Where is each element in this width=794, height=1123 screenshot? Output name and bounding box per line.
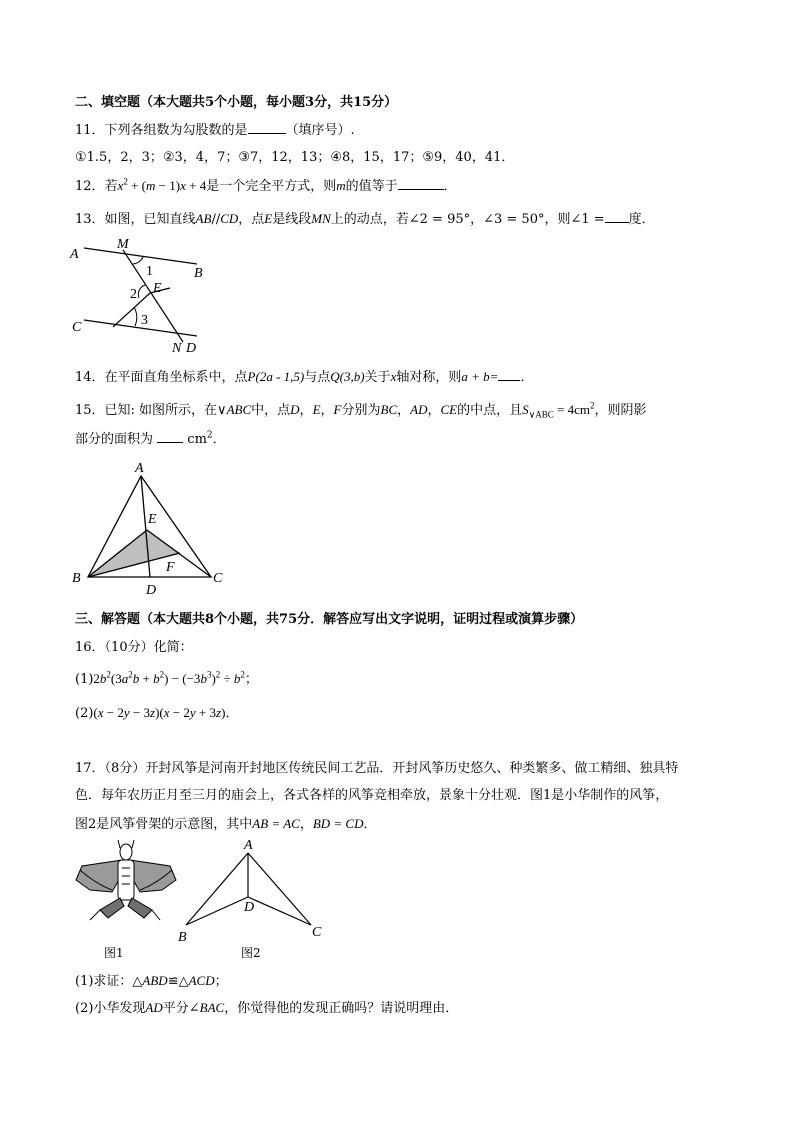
q17-line-1: 17．（8分）开封风筝是河南开封地区传统民间工艺品．开封风筝历史悠久、种类繁多、做工精细、独具特 [75, 761, 679, 776]
q11-options: ①1.5，2，3；②3，4，7；③7，12，13；④8，15，17；⑤9，40，41． [75, 150, 515, 165]
q12-mid: 是一个完全平方式，则 [206, 179, 337, 194]
label-d: D [244, 900, 255, 915]
q12-prefix: 12．若 [75, 179, 118, 194]
q14-x: x [390, 369, 397, 384]
q15-text-e: ，则阴影 [594, 403, 647, 418]
q15-text-d: 的中点，且 [457, 403, 523, 418]
label-m: M [117, 237, 129, 252]
q13-cd: CD [220, 211, 239, 226]
q15-abc: ABC [226, 402, 252, 417]
figure-1-caption: 图1 [104, 946, 124, 960]
q14-text-a: 14．在平面直角坐标系中，点 [75, 370, 248, 385]
label-b: B [72, 571, 81, 586]
q16-p2-expression: (x − 2y − 3z)(x − 2y + 3z) [93, 705, 226, 720]
q17-cond-1: AB = AC [252, 816, 300, 831]
q14-a-plus-b: a + b= [461, 369, 499, 384]
q15-d: D [290, 402, 300, 417]
q17-sep: ， [299, 817, 313, 832]
segment-ac [248, 853, 311, 925]
label-b: B [178, 930, 187, 945]
label-c: C [72, 320, 82, 335]
q17-sub1-d: ACD [188, 973, 215, 988]
q15-line-1: 15．已知: 如图所示，在∨ABC中，点D，E，F分别为BC，AD，CE的中点，且$S_{\vee ABC} = 4cm^2$，则阴影 [75, 400, 647, 420]
q17-sub2-d: BAC [199, 1000, 225, 1015]
q13-mn: MN [311, 211, 331, 226]
q15-ad: AD [410, 402, 428, 417]
q15-text-a: 15．已知: 如图所示，在∨ [75, 403, 227, 418]
q15-text-c: 分别为 [341, 403, 381, 418]
q15-ce: CE [440, 402, 458, 417]
label-n: N [172, 341, 182, 356]
q15-unit: cm [187, 432, 207, 447]
label-c: C [213, 571, 223, 586]
label-c: C [312, 925, 322, 940]
q11-suffix: （填序号）. [285, 123, 355, 138]
q13-text-b: ，点 [238, 212, 265, 227]
q15-s-sub: ∨ABC [528, 409, 554, 420]
q13-text-e: 度． [628, 212, 655, 227]
q17-sub1-a: (1)求证：△ [75, 974, 143, 989]
q16-part-2: (2)(x − 2y − 3z)(x − 2y + 3z)． [75, 705, 239, 721]
q17-sub2-c: 平分∠ [162, 1001, 200, 1016]
q16-head: 16．（10分）化简： [75, 640, 193, 655]
label-angle-3: 3 [141, 313, 148, 328]
label-d: D [186, 341, 197, 356]
q15-s-val: = 4cm [553, 402, 590, 417]
section-3-title: 三、解答题（本大题共8个小题，共75分．解答应写出文字说明，证明过程或演算步骤） [75, 612, 584, 627]
label-e: E [153, 281, 162, 296]
label-angle-2: 2 [130, 287, 137, 302]
q15-s: S [522, 402, 529, 417]
q15-bc: BC [380, 402, 398, 417]
q15-e: E [312, 402, 321, 417]
label-f: F [166, 560, 175, 575]
q12-suffix: 的值等于 [345, 179, 398, 194]
q17-text-a: 图2是风筝骨架的示意图，其中 [75, 817, 253, 832]
label-a: A [244, 838, 253, 853]
label-angle-1: 1 [146, 264, 153, 279]
q16-p1-expression: $2b^2(3a^2b + b^2) - (-3b^3)^2 \div b^2$ [93, 669, 245, 686]
q14-text-b: 与点 [304, 370, 331, 385]
q17-cond-2: BD = CD [312, 816, 364, 831]
segment-bd [186, 897, 248, 925]
q17-sub-2 [75, 999, 458, 1018]
label-b: B [194, 266, 203, 281]
q14-point-p: P(2a - 1,5) [247, 369, 305, 384]
q16-p2-label: (2) [75, 706, 94, 721]
q17-text-b: ． [363, 817, 377, 832]
q15-area: $S_{\vee ABC} = 4cm^2$ [522, 400, 595, 420]
q13-parallel: // [211, 212, 221, 227]
q11-text: 11．下列各组数为勾股数的是 [75, 123, 248, 138]
q15-f: F [333, 402, 342, 417]
segment-ab [186, 853, 248, 925]
q17-sub1-e: ； [214, 974, 228, 989]
q13-text-d: 上的动点，若∠2 = 95°，∠3 = 50°，则∠1 = [330, 212, 605, 227]
segment-cd [248, 897, 311, 925]
q13-text-c: 是线段 [272, 212, 312, 227]
label-a: A [70, 247, 79, 262]
q15-text-f: 部分的面积为 [75, 432, 154, 447]
q17-sub1-b: ABD [142, 973, 168, 988]
label-d: D [146, 583, 157, 598]
q15-line-2: 部分的面积为 $cm^2$． [75, 430, 226, 447]
q14-end: ． [520, 370, 534, 385]
figure-2-caption: 图2 [241, 946, 261, 960]
q17-sub2-a: (2)小华发现 [75, 1001, 146, 1016]
q14-point-q: Q(3,b) [330, 369, 365, 384]
q15-end: ． [212, 432, 226, 447]
q13-e: E [264, 211, 273, 226]
q13-ab: AB [195, 211, 212, 226]
q13-text-a: 13．如图，已知直线 [75, 212, 196, 227]
q17-sub2-b: AD [145, 1000, 163, 1015]
q17-sub1-c: ≌△ [167, 974, 189, 989]
q17-sub-1 [75, 972, 228, 991]
q15-text-b: 中，点 [251, 403, 291, 418]
section-2-title: 二、填空题（本大题共5个小题，每小题3分，共15分） [75, 95, 398, 110]
q12-var: m [336, 178, 346, 193]
label-a: A [135, 461, 144, 476]
q12-expression: $x^2 + (m - 1)x + 4$ [117, 176, 207, 193]
label-e: E [148, 512, 157, 527]
q12-end: ． [443, 179, 457, 194]
q14-text-d: 轴对称，则 [396, 370, 462, 385]
q16-p1-label: (1) [75, 672, 94, 687]
q14-text-c: 关于 [364, 370, 391, 385]
q17-line-2: 色．每年农历正月至三月的庙会上，各式各样的风筝竞相牵放，景象十分壮观．图1是小华制作的风筝， [75, 788, 669, 803]
q17-sub2-e: ，你觉得他的发现正确吗？请说明理由． [224, 1001, 459, 1016]
q16-part-1: $(1)2b^2(3a^2b + b^2) - (-3b^3)^2 \div b^2$； [75, 669, 258, 687]
